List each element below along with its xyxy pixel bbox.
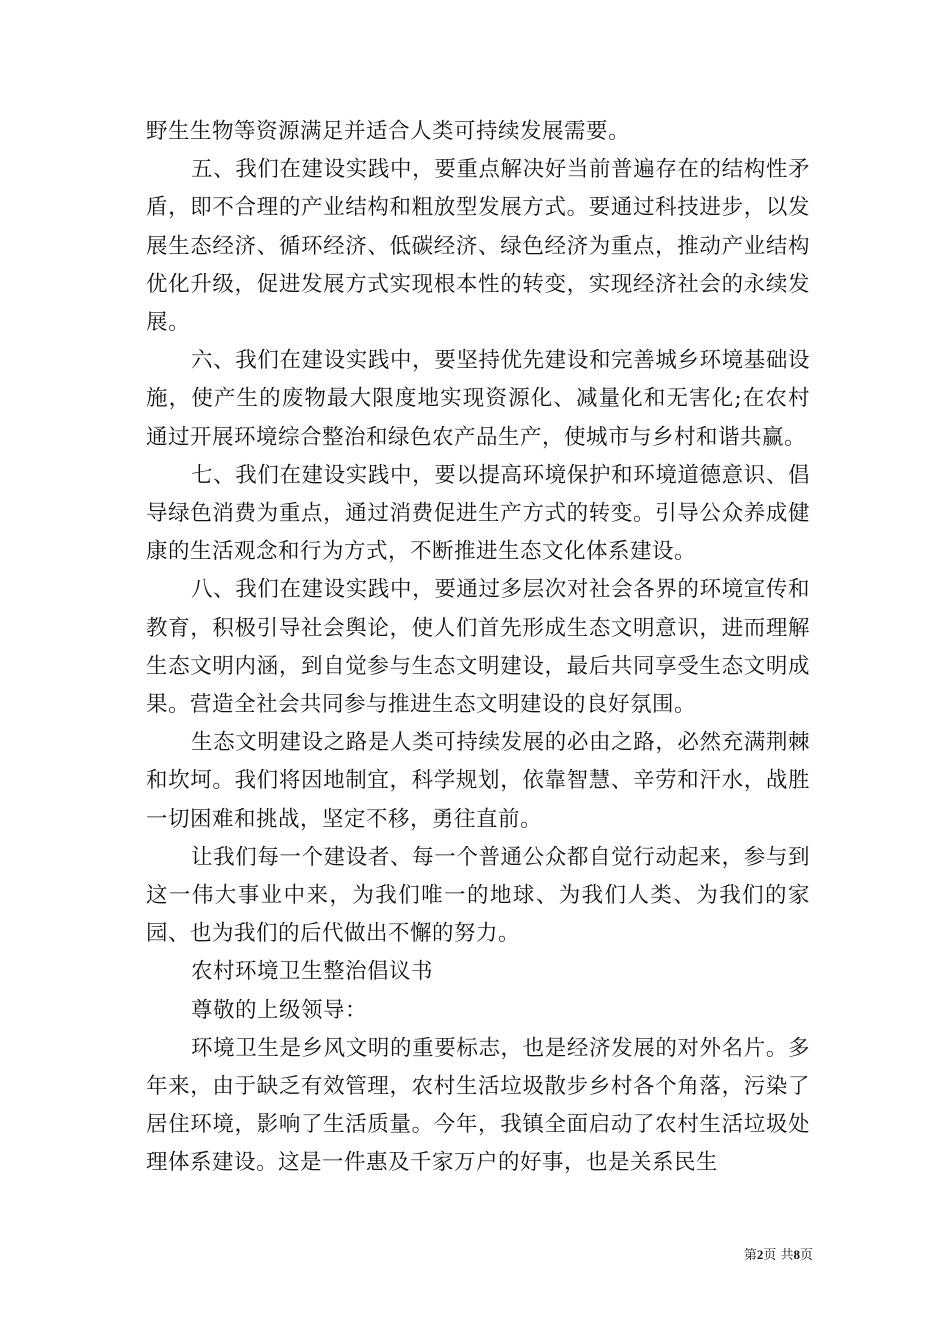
- footer-suffix: 页: [799, 1248, 813, 1263]
- paragraph-item-7: 七、我们在建设实践中，要以提高环境保护和环境道德意识、倡导绿色消费为重点，通过消费促进生产方式的转变。引导公众养成健康的生活观念和行为方式，不断推进生态文化体系建设。: [146, 462, 810, 565]
- paragraph-conclusion: 生态文明建设之路是人类可持续发展的必由之路，必然充满荆棘和坎坷。我们将因地制宜，科学规划，依靠智慧、辛劳和汗水，战胜一切困难和挑战，坚定不移，勇往直前。: [146, 730, 810, 832]
- section-title: 农村环境卫生整治倡议书: [191, 959, 434, 985]
- paragraph-intro: 环境卫生是乡风文明的重要标志，也是经济发展的对外名片。多年来，由于缺乏有效管理，农村生活垃圾散步乡村各个角落，污染了居住环境，影响了生活质量。今年，我镇全面启动了农村生活垃圾处理体系建设。这是一件惠及千家万户的好事，也是关系民生: [146, 1035, 810, 1176]
- paragraph-item-6: 六、我们在建设实践中，要坚持优先建设和完善城乡环境基础设施，使产生的废物最大限度地实现资源化、减量化和无害化;在农村通过开展环境综合整治和绿色农产品生产，使城市与乡村和谐共赢。: [146, 348, 810, 450]
- total-page-number: 8: [793, 1247, 800, 1262]
- paragraph-appeal: 让我们每一个建设者、每一个普通公众都自觉行动起来，参与到这一伟大事业中来，为我们唯一的地球、为我们人类、为我们的家园、也为我们的后代做出不懈的努力。: [146, 844, 810, 947]
- page-number-footer: [713, 1244, 813, 1263]
- paragraph-item-8: 八、我们在建设实践中，要通过多层次对社会各界的环境宣传和教育，积极引导社会舆论，使人们首先形成生态文明意识，进而理解生态文明内涵，到自觉参与生态文明建设，最后共同享受生态文明成果。营造全社会共同参与推进生态文明建设的良好氛围。: [146, 577, 810, 718]
- footer-middle: 页 共: [763, 1248, 794, 1263]
- footer-prefix: 第: [743, 1248, 757, 1263]
- salutation: 尊敬的上级领导：: [191, 997, 368, 1023]
- paragraph-continuation: 野生生物等资源满足并适合人类可持续发展需要。: [146, 119, 631, 144]
- current-page-number: 2: [756, 1247, 764, 1262]
- document-body: [146, 113, 810, 1183]
- paragraph-item-5: 五、我们在建设实践中，要重点解决好当前普遍存在的结构性矛盾，即不合理的产业结构和粗放型发展方式。要通过科技进步，以发展生态经济、循环经济、低碳经济、绿色经济为重点，推动产业结构优化升级，促进发展方式实现根本性的转变，实现经济社会的永续发展。: [146, 157, 810, 336]
